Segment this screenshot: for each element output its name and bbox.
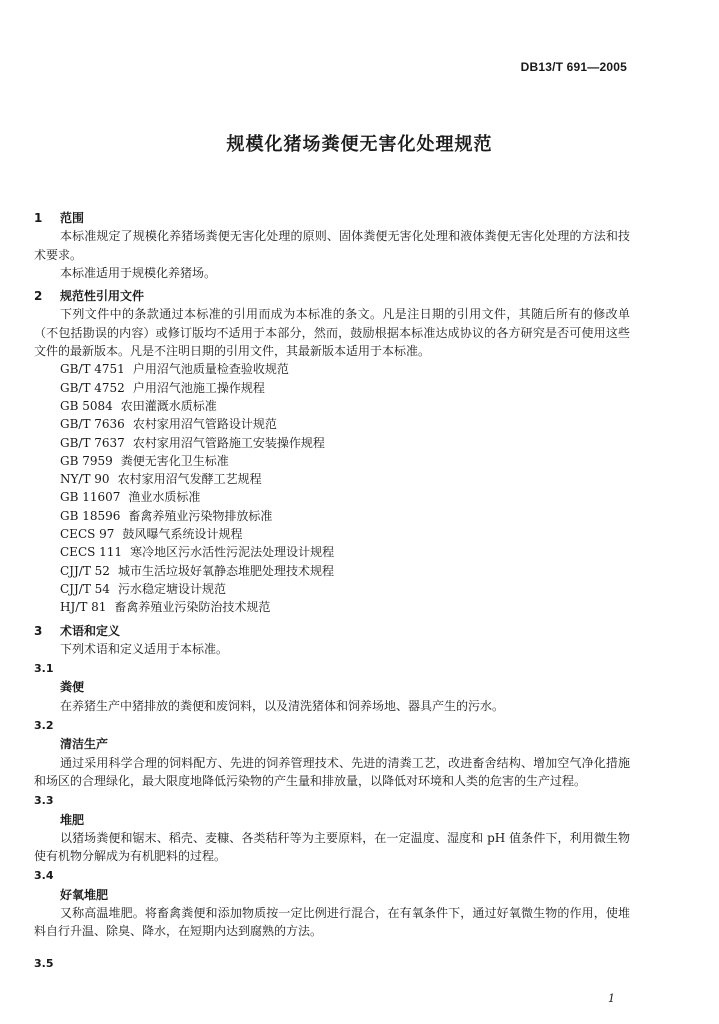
reference-item	[34, 379, 630, 397]
reference-item	[34, 507, 630, 525]
reference-item	[34, 360, 630, 378]
section-title: 规范性引用文件	[60, 289, 145, 304]
reference-code: CECS 111	[60, 545, 123, 560]
term-name: 堆肥	[60, 812, 85, 827]
reference-name: 鼓风曝气系统设计规程	[122, 527, 243, 542]
paragraph: 本标准适用于规模化养猪场。	[60, 265, 217, 280]
reference-code: GB 7959	[60, 453, 113, 468]
section-number: 1	[34, 211, 43, 225]
reference-name: 畜禽养殖业污染防治技术规范	[114, 600, 271, 615]
reference-name: 寒冷地区污水活性污泥法处理设计规程	[130, 545, 335, 560]
section-heading-terms-definitions	[34, 622, 630, 640]
reference-item	[34, 562, 630, 580]
term-definition: 通过采用科学合理的饲料配方、先进的饲养管理技术、先进的清粪工艺，改进畜舍结构、增加空气净化措施和场区的合理绿化，最大限度地降低污染物的产生量和排放量，以降低对环境和人类的危害的生产过程。	[34, 755, 630, 788]
section-number: 3	[34, 623, 43, 638]
term-definition: 又称高温堆肥。将畜禽粪便和添加物质按一定比例进行混合，在有氧条件下，通过好氧微生物的作用，使堆料自行升温、除臭、降水，在短期内达到腐熟的方法。	[34, 905, 630, 939]
reference-item	[34, 415, 630, 433]
reference-name: 污水稳定塘设计规范	[117, 581, 226, 596]
reference-name: 农村家用沼气管路设计规范	[132, 417, 277, 432]
term-number: 3.1	[34, 662, 54, 676]
reference-item	[34, 598, 630, 616]
reference-item	[34, 525, 630, 543]
reference-code: HJ/T 81	[60, 600, 107, 615]
reference-item	[34, 470, 630, 488]
paragraph: 下列术语和定义适用于本标准。	[60, 641, 229, 656]
reference-name: 农田灌溉水质标准	[120, 398, 217, 413]
section-heading-normative-references	[34, 287, 630, 305]
reference-code: CJJ/T 52	[60, 563, 110, 578]
reference-name: 城市生活垃圾好氧静态堆肥处理技术规程	[117, 563, 334, 578]
document-body	[34, 204, 630, 973]
reference-item	[34, 580, 630, 598]
reference-code: GB/T 4751	[60, 362, 125, 377]
document-title: 规模化猪场粪便无害化处理规范	[226, 134, 493, 155]
reference-name: 渔业水质标准	[128, 490, 201, 505]
term-number: 3.2	[34, 719, 54, 733]
term-definition: 以猪场粪便和锯末、稻壳、麦糠、各类秸秆等为主要原料，在一定温度、湿度和 pH 值条件下，利用微生物使有机物分解成为有机肥料的过程。	[34, 830, 630, 864]
reference-code: NY/T 90	[60, 472, 110, 487]
reference-name: 畜禽养殖业污染物排放标准	[128, 508, 273, 523]
reference-code: GB 5084	[60, 398, 113, 413]
reference-code: GB 18596	[60, 508, 121, 523]
reference-item	[34, 452, 630, 470]
term-name: 清洁生产	[60, 737, 109, 752]
paragraph: 本标准规定了规模化养猪场粪便无害化处理的原则、固体粪便无害化处理和液体粪便无害化处理的方法和技术要求。	[34, 229, 630, 262]
section-number: 2	[34, 289, 43, 304]
reference-item	[34, 488, 630, 506]
term-number: 3.5	[34, 956, 54, 970]
term-name: 粪便	[60, 680, 85, 695]
term-number: 3.3	[34, 794, 54, 808]
reference-name: 粪便无害化卫生标准	[120, 453, 229, 468]
reference-list	[34, 360, 630, 616]
section-title: 术语和定义	[60, 623, 121, 638]
paragraph: 下列文件中的条款通过本标准的引用而成为本标准的条文。凡是注日期的引用文件，其随后所有的修改单（不包括勘误的内容）或修订版均不适用于本部分，然而，鼓励根据本标准达成协议的各方研究是否可使用这些文件的最新版本。凡是不注明日期的引用文件，其最新版本适用于本标准。	[34, 307, 630, 359]
section-title: 范围	[60, 211, 85, 225]
document-code: DB13/T 691—2005	[520, 60, 627, 74]
reference-code: GB 11607	[60, 490, 121, 505]
reference-name: 户用沼气池质量检查验收规范	[132, 362, 289, 377]
term-definition: 在养猪生产中猪排放的粪便和废饲料，以及清洗猪体和饲养场地、器具产生的污水。	[60, 698, 505, 713]
reference-name: 户用沼气池施工操作规程	[132, 380, 265, 395]
reference-name: 农村家用沼气管路施工安装操作规程	[132, 435, 325, 450]
reference-code: GB/T 7636	[60, 417, 125, 432]
reference-code: GB/T 4752	[60, 380, 125, 395]
reference-code: GB/T 7637	[60, 435, 125, 450]
section-heading-scope	[34, 209, 630, 227]
term-name: 好氧堆肥	[60, 887, 109, 902]
reference-code: CJJ/T 54	[60, 581, 110, 596]
page-number: 1	[608, 992, 615, 1005]
reference-code: CECS 97	[60, 527, 115, 542]
reference-item	[34, 397, 630, 415]
reference-item	[34, 543, 630, 561]
term-number: 3.4	[34, 869, 54, 883]
reference-name: 农村家用沼气发酵工艺规程	[117, 472, 262, 487]
reference-item	[34, 434, 630, 452]
